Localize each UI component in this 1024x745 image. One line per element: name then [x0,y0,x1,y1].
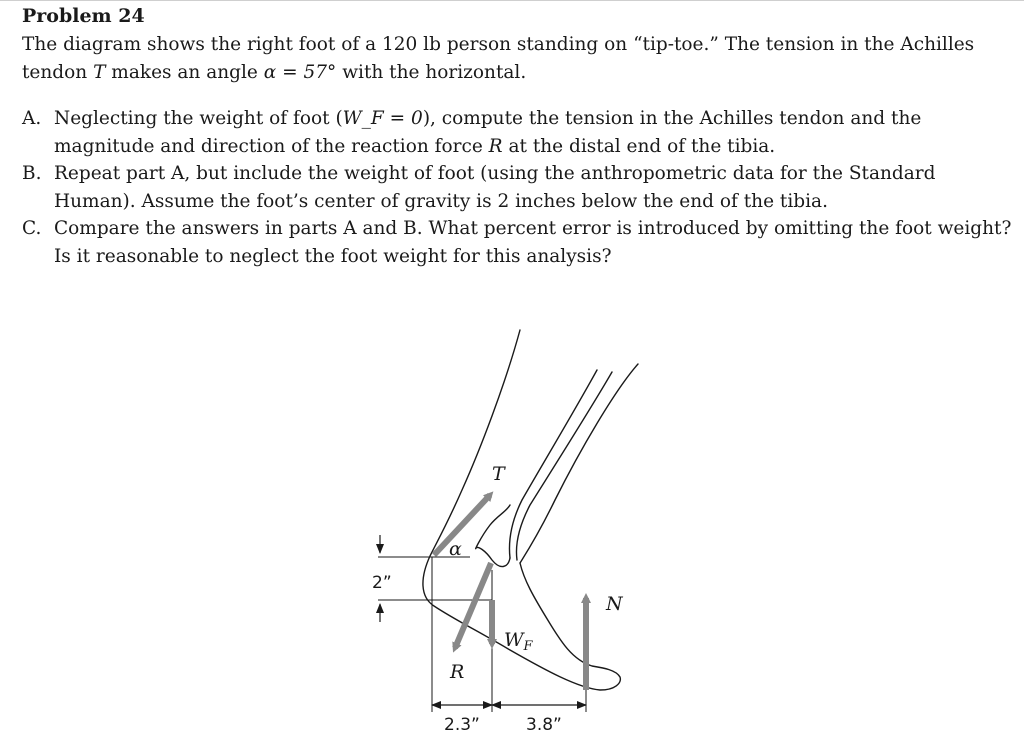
normal-label: N [606,593,623,615]
part-a-text-3: at the distal end of the tibia. [502,135,776,157]
tibia-line-2 [516,372,612,560]
weight-label [504,629,534,654]
dim-right-label: 3.8” [526,715,562,735]
reaction-label: R [450,661,465,683]
tension-arrow [434,495,490,555]
intro-text-3: with the horizontal. [336,62,527,83]
alpha-label: α [449,538,462,560]
dim-vertical-label: 2” [372,573,392,593]
tibia-line-1 [510,370,598,558]
part-a-text-2: ), compute the tension in the Achilles tendon and the magnitude and direction of the reaction force [54,108,922,157]
part-a-weight-equation: W_F = 0 [342,108,423,129]
intro-angle-equation: α = 57° [263,62,337,83]
intro-text-1: The diagram shows the right foot of a 120 lb person standing on “tip-toe.” The tension in the Achilles tendon [22,34,975,83]
part-c-label: C. [22,218,42,239]
part-a-text-1: Neglecting the weight of foot ( [54,108,343,129]
part-a-label: A. [22,108,42,129]
part-a-reaction-symbol: R [488,135,503,157]
part-b-text: Repeat part A, but include the weight of foot (using the anthropometric data for the Standard Human). Assume the foot’s center of gravity is 2 inches below the end of the tibia. [54,163,936,212]
dim-left-label: 2.3” [444,715,480,735]
intro-text-2: makes an angle [105,62,264,83]
part-c-text: Compare the answers in parts A and B. What percent error is introduced by omitting the foot weight? Is it reasonable to neglect the foot weight for this analysis? [54,218,1012,267]
weight-label-main: W [504,629,524,651]
weight-label-sub: F [523,639,533,654]
shin-front-outline [520,364,638,563]
tibia-end-outline [476,505,510,567]
problem-title: Problem 24 [22,5,145,27]
intro-tension-symbol: T [93,62,106,83]
tension-label: T [492,463,505,485]
part-b-label: B. [22,163,42,184]
